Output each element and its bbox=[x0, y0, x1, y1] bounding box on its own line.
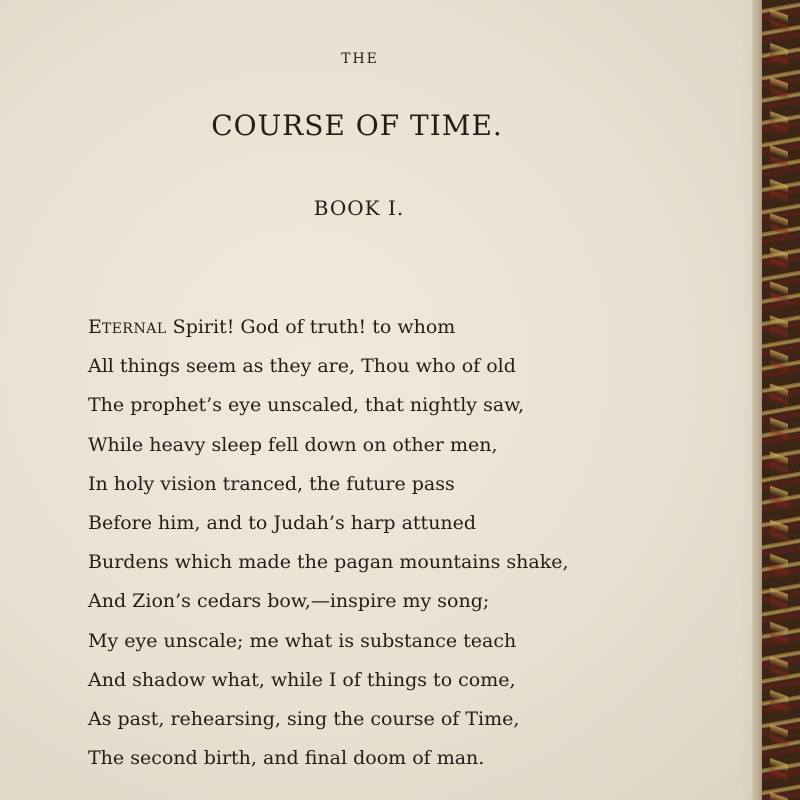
poem-verse bbox=[88, 308, 728, 778]
small-caps-initial: E bbox=[88, 316, 102, 338]
verse-line: My eye unscale; me what is substance teach bbox=[88, 629, 517, 652]
verse-line: And shadow what, while I of things to come, bbox=[88, 668, 516, 691]
title-prefix: THE bbox=[341, 51, 379, 67]
verse-line: In holy vision tranced, the future pass bbox=[88, 472, 455, 495]
verse-line: And Zion’s cedars bow,—inspire my song; bbox=[88, 590, 490, 613]
verse-line: All things seem as they are, Thou who of old bbox=[88, 355, 516, 378]
verse-line: While heavy sleep fell down on other men, bbox=[88, 433, 498, 456]
verse-line-text: Spirit! God of truth! to whom bbox=[166, 316, 456, 338]
verse-line: Before him, and to Judah’s harp attuned bbox=[88, 511, 477, 534]
verse-line: As past, rehearsing, sing the course of Time, bbox=[88, 707, 520, 730]
book-title: COURSE OF TIME. bbox=[211, 109, 503, 142]
verse-line bbox=[88, 308, 728, 347]
small-caps-rest: TERNAL bbox=[101, 321, 167, 337]
gilt-pattern bbox=[770, 0, 788, 800]
verse-line: Burdens which made the pagan mountains shake, bbox=[88, 551, 569, 574]
section-heading: BOOK I. bbox=[313, 196, 405, 220]
verse-line: The second birth, and final doom of man. bbox=[88, 747, 485, 770]
verse-line: The prophet’s eye unscaled, that nightly saw, bbox=[88, 394, 525, 417]
